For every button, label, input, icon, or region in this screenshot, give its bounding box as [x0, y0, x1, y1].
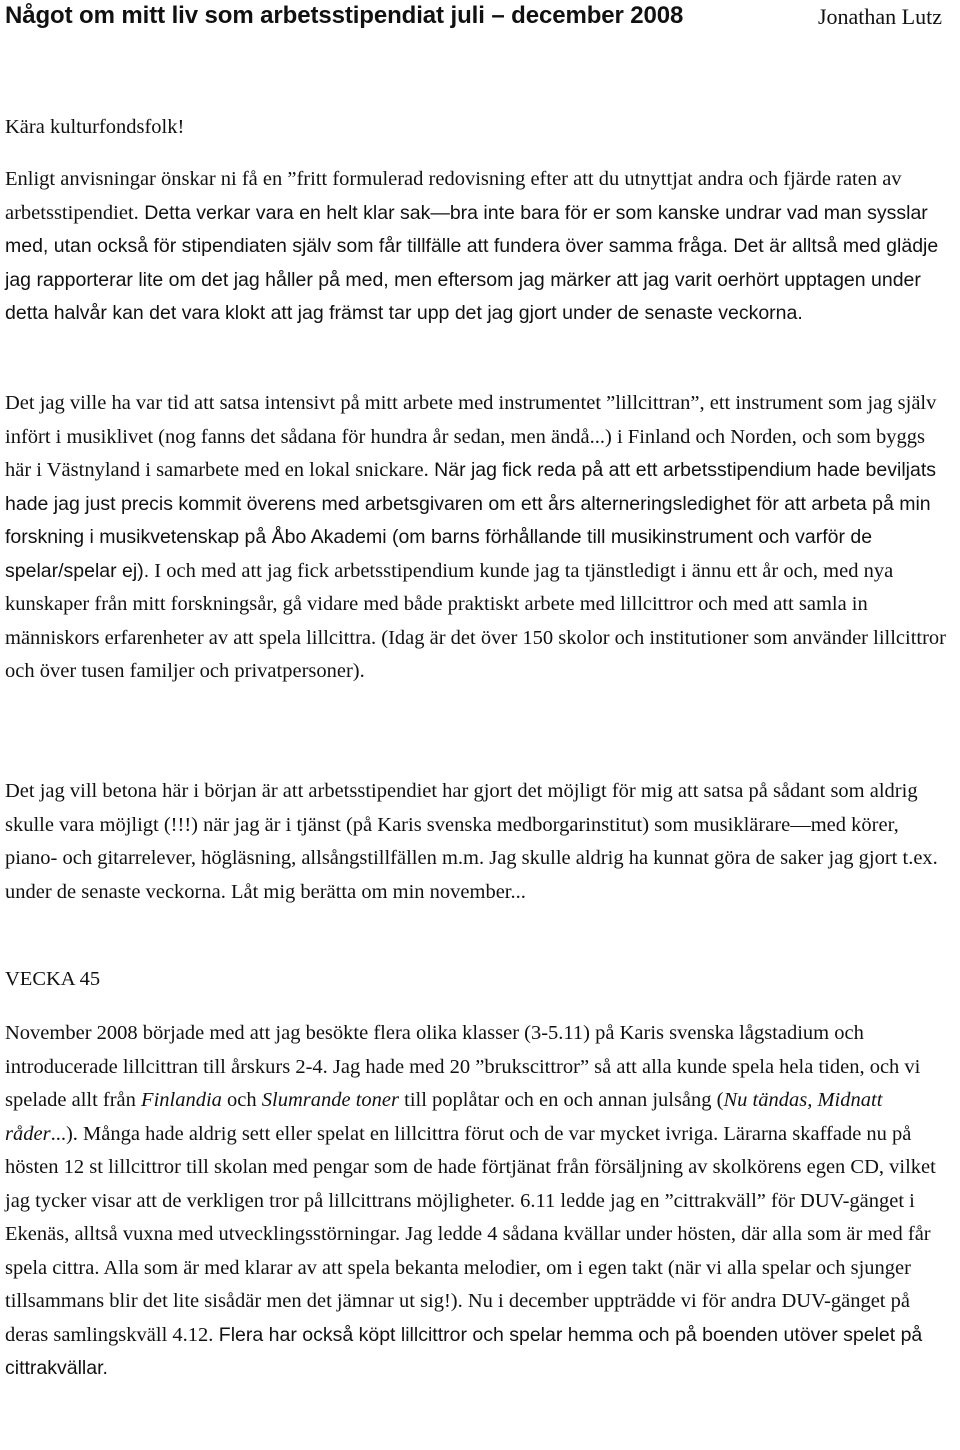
lillcittran-sentence-2: När jag fick reda på att ett arbetsstipendium hade beviljats hade jag just precis kommit överens med arbetsgivaren om ett års alterneringsledighet för att arbeta på min forskning i musikvetenskap på Åbo Akademi (om barns förhållande till musikinstrument och varför de spelar/spelar ej).	[5, 459, 936, 582]
lillcittran-sentence-1: Det jag ville ha var tid att satsa intensivt på mitt arbete med instrumentet ”lillcittran”, ett instrument som jag själv infört i musiklivet (nog fanns det sådana för hundra år sedan, men ändå...) i Finland och Norden, och som byggs här i Västnyland i samarbete med en lokal snickare.	[5, 392, 937, 481]
intro-sentence-1: Enligt anvisningar önskar ni få en ”fritt formulerad redovisning efter att du utnyttjat andra och fjärde raten av arbetsstipendiet.	[5, 168, 902, 224]
paragraph-november	[5, 1017, 955, 1386]
november-text-b: och	[221, 1089, 262, 1111]
emphasis-text: Det jag vill betona här i början är att arbetsstipendiet har gjort det möjligt för mig att satsa på sådant som aldrig skulle vara möjligt (!!!) när jag är i tjänst (på Karis svenska medborgarinstitut) som musiklärare—med körer, piano- och gitarrelever, högläsning, allsångstillfällen m.m. Jag skulle aldrig ha kunnat göra de saker jag gjort t.ex. under de senaste veckorna. Låt mig berätta om min november...	[5, 780, 938, 903]
intro-sentence-3: Det är alltså med glädje jag rapporterar lite om det jag håller på med, men eftersom jag märker att jag varit oerhört upptagen under detta halvår kan det vara klokt att jag främst tar upp det jag gjort under de senaste veckorna.	[5, 235, 939, 324]
november-text-d: ...). Många hade aldrig sett eller spelat en lillcittra förut och de var mycket ivriga. Lärarna skaffade nu på hösten 12 st lillcittror till skolan med pengar som de hade förtjänat från försäljning av skolkörens egen CD, vilket jag tycker visar att de verkligen tror på lillcittrans möjligheter. 6.11 ledde jag en ”cittrakväll” för DUV-gänget i Ekenäs, alltså vuxna med utvecklingsstörningar. Jag ledde 4 sådana kvällar under hösten, där alla som är med får spela cittra. Alla som är med klarar av att spela bekanta melodier, om i egen takt (när vi alla spelar och sjunger tillsammans blir det lite sisådär men det jämnar ut sig!). Nu i december uppträdde vi för andra DUV-gänget på deras samlingskväll 4.12.	[5, 1122, 936, 1346]
paragraph-lillcittran	[5, 387, 955, 689]
paragraph-emphasis	[5, 775, 955, 909]
november-text-c: till poplåtar och en och annan julsång (	[399, 1089, 724, 1111]
lillcittran-sentence-3: I och med att jag fick arbetsstipendium kunde jag ta tjänstledigt i ännu ett år och, med nya kunskaper från mitt forskningsår, gå vidare med både praktiskt arbete med lillcittror och med att samla in människors erfarenheter av att spela lillcittra. (Idag är det över 150 skolor och institutioner som använder lillcittror och över tusen familjer och privatpersoner).	[5, 559, 946, 682]
document-header	[5, 0, 955, 34]
greeting: Kära kulturfondsfolk!	[5, 116, 185, 138]
document-title: Något om mitt liv som arbetsstipendiat juli – december 2008	[5, 2, 684, 29]
song-title-slumrande-toner: Slumrande toner	[261, 1089, 399, 1111]
song-title-finlandia: Finlandia	[141, 1089, 222, 1111]
section-heading-vecka-45: VECKA 45	[5, 968, 101, 990]
intro-sentence-2: Detta verkar vara en helt klar sak—bra inte bara för er som kanske undrar vad man sysslar med, utan också för stipendiaten själv som får tillfälle att fundera över samma fråga.	[5, 201, 928, 257]
author-name: Jonathan Lutz	[817, 4, 942, 29]
november-text-a: November 2008 började med att jag besökte flera olika klasser (3-5.11) på Karis svenska lågstadium och introducerade lillcittran till årskurs 2-4. Jag hade med 20 ”brukscittror” så att alla kunde spela hela tiden, och vi spelade allt från	[5, 1022, 921, 1111]
paragraph-intro	[5, 163, 955, 331]
november-text-end: Flera har också köpt lillcittror och spelar hemma och på boenden utöver spelet på cittrakvällar.	[5, 1323, 923, 1379]
song-title-nu-tandas: Nu tändas, Midnatt råder	[5, 1089, 883, 1145]
